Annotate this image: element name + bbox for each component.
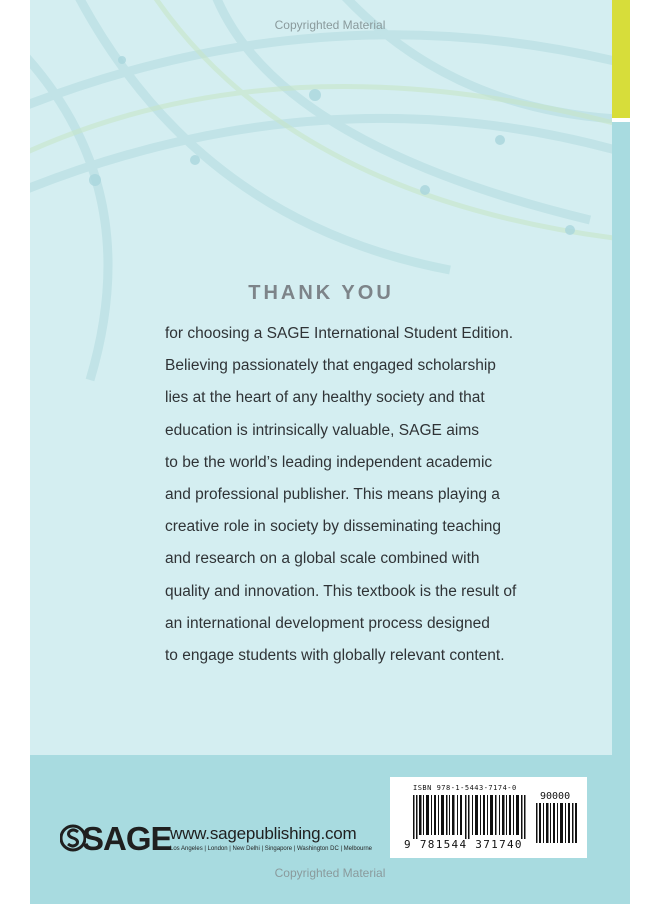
body-line: creative role in society by disseminating teaching xyxy=(165,518,502,536)
body-line: for choosing a SAGE International Student Edition. xyxy=(165,325,514,342)
isbn-barcode xyxy=(390,777,587,858)
barcode-bars xyxy=(413,795,528,839)
body-paragraph xyxy=(165,318,517,672)
body-line: to be the world’s leading independent academic xyxy=(165,453,493,471)
body-line: quality and innovation. This textbook is the result of xyxy=(165,582,517,600)
body-line: to engage students with globally relevant content. xyxy=(165,646,505,664)
publisher-url: www.sagepublishing.com xyxy=(170,824,357,843)
barcode-addon-bars xyxy=(536,803,580,843)
copyright-watermark-bottom: Copyrighted Material xyxy=(274,866,386,880)
copyright-watermark-top: Copyrighted Material xyxy=(274,18,386,32)
body-line: an international development process designed xyxy=(165,614,490,632)
price-code: 90000 xyxy=(540,791,571,802)
isbn-label: ISBN 978-1-5443-7174-0 xyxy=(413,784,517,792)
heading: THANK YOU xyxy=(248,282,394,304)
spine-strip xyxy=(612,122,630,904)
body-line: Believing passionately that engaged scholarship xyxy=(165,357,496,375)
logo-wordmark: SAGE xyxy=(82,820,172,857)
publisher-cities: Los Angeles | London | New Delhi | Singapore | Washington DC | Melbourne xyxy=(170,846,373,852)
body-line: education is intrinsically valuable, SAGE aims xyxy=(165,421,479,439)
body-line: lies at the heart of any healthy society and that xyxy=(165,389,485,407)
body-line: and research on a global scale combined with xyxy=(165,550,480,568)
isbn-digits: 9 781544 371740 xyxy=(404,838,523,851)
body-line: and professional publisher. This means playing a xyxy=(165,485,500,503)
